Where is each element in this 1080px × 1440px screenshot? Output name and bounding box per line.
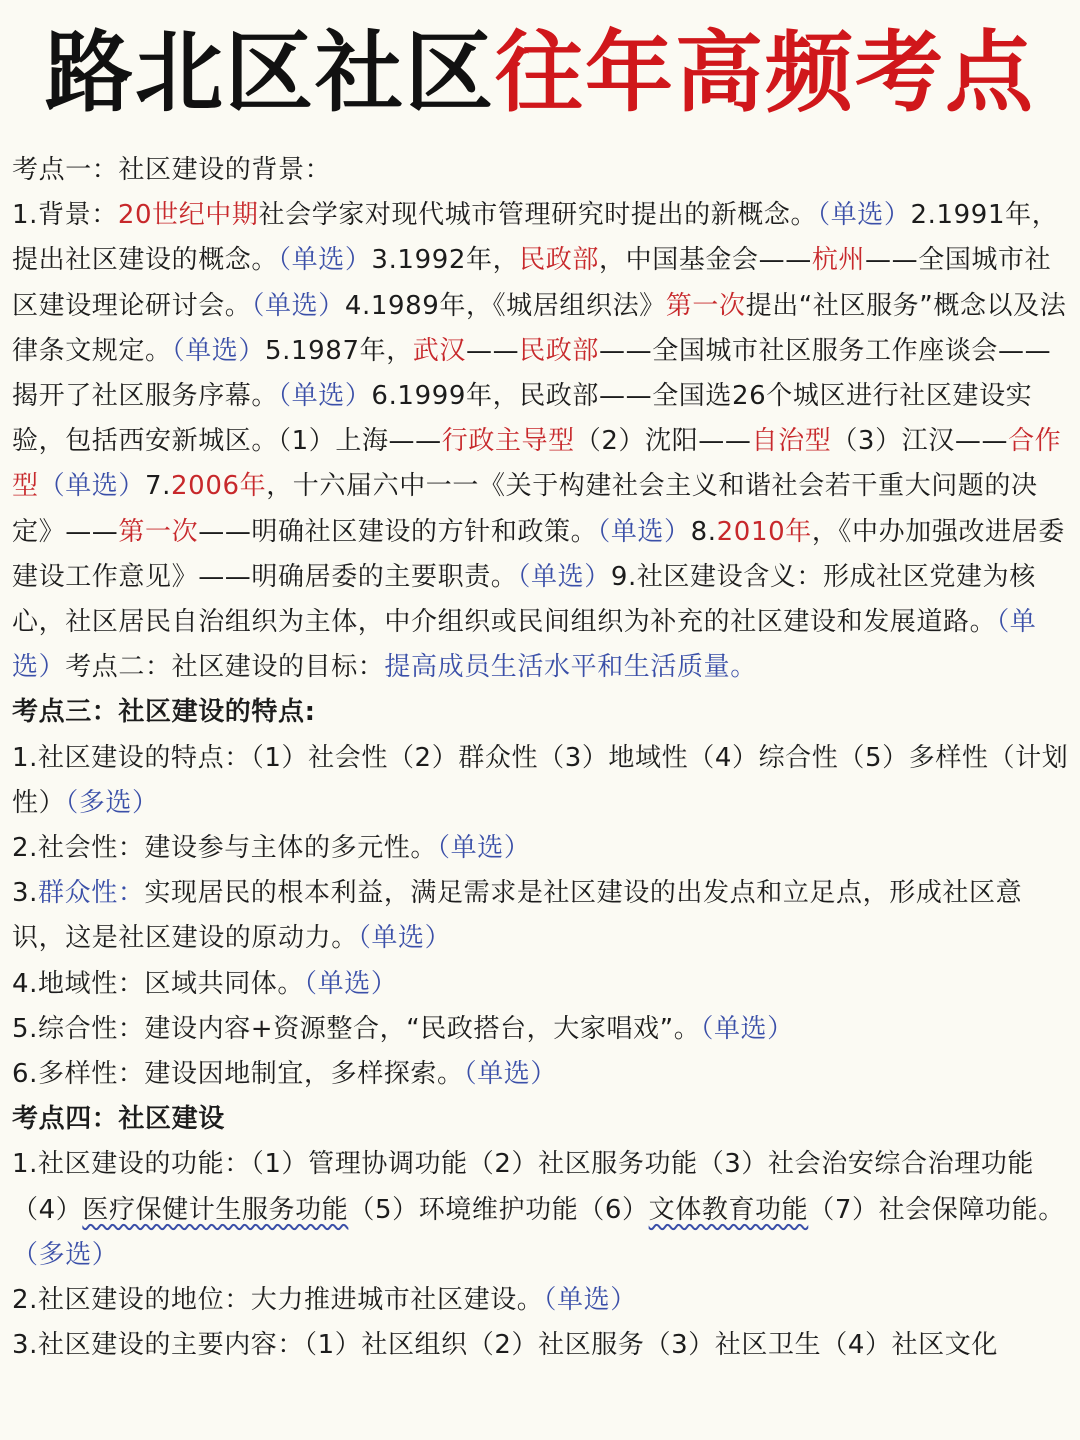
section4-item-3 bbox=[12, 1323, 1070, 1368]
text-run: 3.社区建设的主要内容：（1）社区组织（2）社区服务（3）社区卫生（4）社区文化 bbox=[12, 1330, 998, 1361]
text-run: 1.社区建设的特点：（1）社会性（2）群众性（3）地域性（4）综合性（5）多样性（计划性） bbox=[12, 742, 1069, 818]
text-run: 9.社区建设含义：形成社区党建为核心，社区居民自治组织为主体，中介组织或民间组织为补充的社区建设和发展道路。 bbox=[12, 561, 1036, 638]
section3-heading: 考点三：社区建设的特点: bbox=[12, 697, 316, 728]
question-type-tag: （单选） bbox=[12, 607, 1037, 683]
page-title bbox=[0, 18, 1080, 128]
section3-item-6 bbox=[12, 1052, 1070, 1097]
text-run: 2.社会性：建设参与主体的多元性。 bbox=[12, 833, 438, 864]
section4-heading: 考点四：社区建设 bbox=[12, 1104, 225, 1135]
question-type-tag: （单选） bbox=[38, 471, 146, 502]
highlight-red: 行政主导型 bbox=[441, 426, 575, 457]
question-type-tag: （单选） bbox=[278, 245, 372, 276]
text-run: 3. bbox=[12, 878, 39, 909]
question-type-tag: （单选） bbox=[543, 1285, 637, 1316]
question-type-tag: （单选） bbox=[700, 1013, 794, 1044]
highlight-blue: 群众性： bbox=[38, 878, 145, 909]
question-type-tag: （单选） bbox=[357, 923, 452, 954]
text-run: （7）社会保障功能。 bbox=[808, 1194, 1065, 1225]
section1-paragraph bbox=[12, 193, 1070, 690]
text-run: 6.1999年，民政部——全国选26个城区进行社区建设实验，包括西安新城区。（1）上海—— bbox=[12, 381, 1033, 457]
text-run: 5.1987年， bbox=[265, 335, 413, 366]
text-run: 社会学家对现代城市管理研究时提出的新概念。 bbox=[258, 200, 818, 231]
question-type-tag: （单选） bbox=[463, 1059, 558, 1090]
text-run: ，《中办加强改进居委建设工作意见》——明确居委的主要职责。 bbox=[12, 516, 1065, 592]
question-type-tag: （单选） bbox=[817, 200, 911, 231]
section3-item-1 bbox=[12, 736, 1070, 826]
question-type-tag: （多选） bbox=[65, 787, 159, 818]
section3-item-2 bbox=[12, 826, 1070, 871]
text-run: ，十六届六中一一《关于构建社会主义和谐社会若干重大问题的决定》—— bbox=[12, 471, 1038, 547]
text-run: 5.综合性：建设内容+资源整合，“民政搭台，大家唱戏”。 bbox=[12, 1013, 701, 1044]
text-run: 8. bbox=[690, 516, 717, 547]
highlight-red: 2006年 bbox=[171, 471, 267, 502]
text-run: 6.多样性：建设因地制宜，多样探索。 bbox=[12, 1059, 464, 1090]
text-run: ——明确社区建设的方针和政策。 bbox=[198, 516, 598, 547]
text-run: 4.1989年，《城居组织法》 bbox=[344, 290, 666, 321]
text-run: ，中国基金会—— bbox=[599, 245, 812, 276]
text-run: 3.1992年， bbox=[371, 245, 520, 276]
section4-item-1 bbox=[12, 1142, 1070, 1278]
text-run: ——全国城市社区服务工作座谈会——揭开了社区服务序幕。 bbox=[12, 335, 1052, 412]
question-type-tag: （多选） bbox=[12, 1239, 119, 1270]
highlight-blue: 提高成员生活水平和生活质量。 bbox=[384, 652, 757, 683]
question-type-tag: （单选） bbox=[278, 381, 372, 412]
section3-item-5 bbox=[12, 1007, 1070, 1052]
section4-item-2 bbox=[12, 1278, 1070, 1323]
question-type-tag: （单选） bbox=[437, 833, 531, 864]
title-part-red: 往年高频考点 bbox=[495, 21, 1036, 124]
section3-item-3 bbox=[12, 871, 1070, 961]
text-run: 1.社区建设的功能：（1）管理协调功能（2）社区服务功能（3）社会治安综合治理功能（4） bbox=[12, 1149, 1035, 1225]
question-type-tag: （单选） bbox=[251, 290, 345, 321]
question-type-tag: （单选） bbox=[171, 335, 266, 366]
highlight-red: 第一次 bbox=[118, 516, 199, 547]
highlight-red: 合作型 bbox=[12, 426, 1062, 502]
highlight-red: 自治型 bbox=[751, 426, 832, 457]
text-run: —— bbox=[466, 335, 520, 366]
text-run: （5）环境维护功能（6） bbox=[348, 1194, 649, 1225]
highlight-red: 武汉 bbox=[412, 335, 466, 366]
document-body bbox=[12, 148, 1070, 1368]
highlight-red: 民政部 bbox=[519, 335, 600, 366]
highlight-red: 20世纪中期 bbox=[117, 200, 259, 231]
section3-item-4 bbox=[12, 962, 1070, 1007]
text-run: ——全国城市社区建设理论研讨会。 bbox=[12, 245, 1052, 321]
text-run: 2.1991年，提出社区建设的概念。 bbox=[12, 200, 1059, 276]
text-run: 1.背景： bbox=[12, 200, 118, 231]
question-type-tag: （单选） bbox=[517, 561, 611, 592]
section1-heading: 考点一：社区建设的背景： bbox=[12, 155, 332, 185]
text-run: 提出“社区服务”概念以及法律条文规定。 bbox=[12, 290, 1067, 366]
question-type-tag: （单选） bbox=[597, 516, 691, 547]
highlight-red: 杭州 bbox=[811, 245, 866, 276]
text-run: （2）沈阳—— bbox=[574, 426, 752, 457]
text-run: 4.地域性：区域共同体。 bbox=[12, 968, 305, 999]
text-run: 考点二：社区建设的目标： bbox=[65, 652, 385, 683]
wavy-underlined-text: 文体教育功能 bbox=[648, 1194, 809, 1225]
text-run: （3）江汉—— bbox=[831, 426, 1009, 457]
text-run: 7. bbox=[145, 471, 172, 502]
text-run: 2.社区建设的地位：大力推进城市社区建设。 bbox=[12, 1285, 544, 1316]
text-run: 实现居民的根本利益，满足需求是社区建设的出发点和立足点，形成社区意识，这是社区建设的原动力。 bbox=[12, 878, 1023, 954]
question-type-tag: （单选） bbox=[304, 968, 398, 999]
highlight-red: 民政部 bbox=[519, 245, 600, 276]
wavy-underlined-text: 医疗保健计生服务功能 bbox=[82, 1194, 349, 1225]
title-part-black: 路北区社区 bbox=[44, 21, 495, 124]
highlight-red: 第一次 bbox=[665, 290, 746, 321]
highlight-red: 2010年 bbox=[716, 516, 812, 547]
